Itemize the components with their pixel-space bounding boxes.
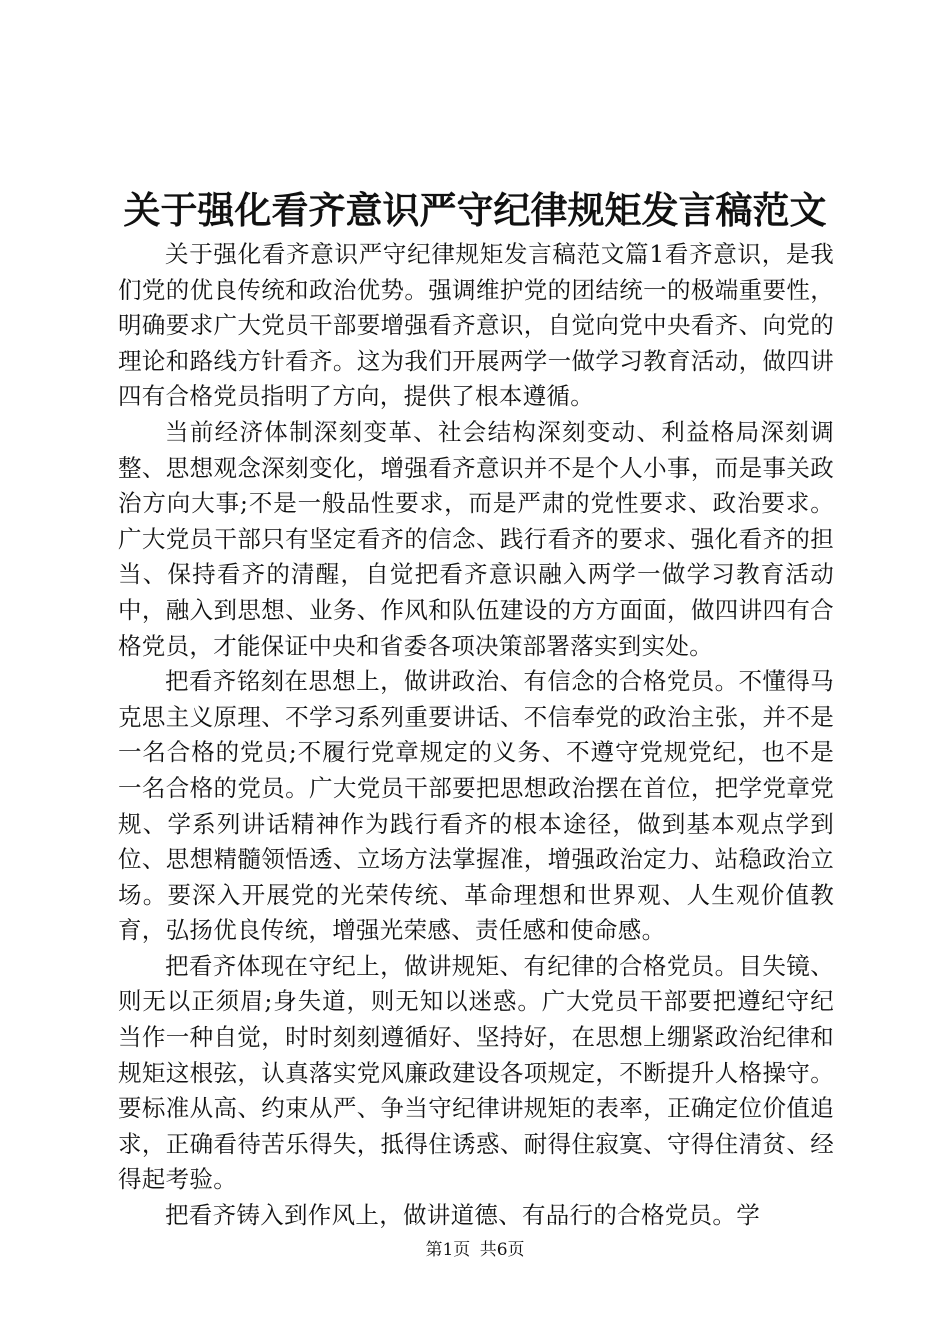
document-title: 关于强化看齐意识严守纪律规矩发言稿范文 (123, 188, 827, 232)
page-total: 共6页 (479, 1240, 525, 1260)
paragraph: 把看齐体现在守纪上，做讲规矩、有纪律的合格党员。目失镜、则无以正须眉;身失道，则无知以迷惑。广大党员干部要把遵纪守纪当作一种自觉，时时刻刻遵循好、坚持好，在思想上绷紧政治纪律和规矩这根弦，认真落实党风廉政建设各项规定，不断提升人格操守。要标准从高、约束从严、争当守纪律讲规矩的表率，正确定位价值追求，正确看待苦乐得失，抵得住诱惑、耐得住寂寞、守得住清贫、经得起考验。 (118, 951, 834, 1194)
paragraph: 把看齐铭刻在思想上，做讲政治、有信念的合格党员。不懂得马克思主义原理、不学习系列重要讲话、不信奉党的政治主张，并不是一名合格的党员;不履行党章规定的义务、不遵守党规党纪，也不是一名合格的党员。广大党员干部要把思想政治摆在首位，把学党章党规、学系列讲话精神作为践行看齐的根本途径，做到基本观点学到位、思想精髓领悟透、立场方法掌握准，增强政治定力、站稳政治立场。要深入开展党的光荣传统、革命理想和世界观、人生观价值教育，弘扬优良传统，增强光荣感、责任感和使命感。 (118, 667, 834, 945)
document-body (118, 237, 834, 1234)
paragraph: 关于强化看齐意识严守纪律规矩发言稿范文篇1看齐意识，是我们党的优良传统和政治优势。强调维护党的团结统一的极端重要性，明确要求广大党员干部要增强看齐意识，自觉向党中央看齐、向党的理论和路线方针看齐。这为我们开展两学一做学习教育活动，做四讲四有合格党员指明了方向，提供了根本遵循。 (118, 240, 834, 411)
page-number: 第1页 (425, 1240, 471, 1260)
paragraph: 把看齐铸入到作风上，做讲道德、有品行的合格党员。学 (165, 1201, 760, 1230)
paragraph: 当前经济体制深刻变革、社会结构深刻变动、利益格局深刻调整、思想观念深刻变化，增强看齐意识并不是个人小事，而是事关政治方向大事;不是一般品性要求，而是严肃的党性要求、政治要求。广大党员干部只有坚定看齐的信念、践行看齐的要求、强化看齐的担当、保持看齐的清醒，自觉把看齐意识融入两学一做学习教育活动中，融入到思想、业务、作风和队伍建设的方方面面，做四讲四有合格党员，才能保证中央和省委各项决策部署落实到实处。 (118, 417, 834, 660)
page-footer (0, 1238, 950, 1262)
